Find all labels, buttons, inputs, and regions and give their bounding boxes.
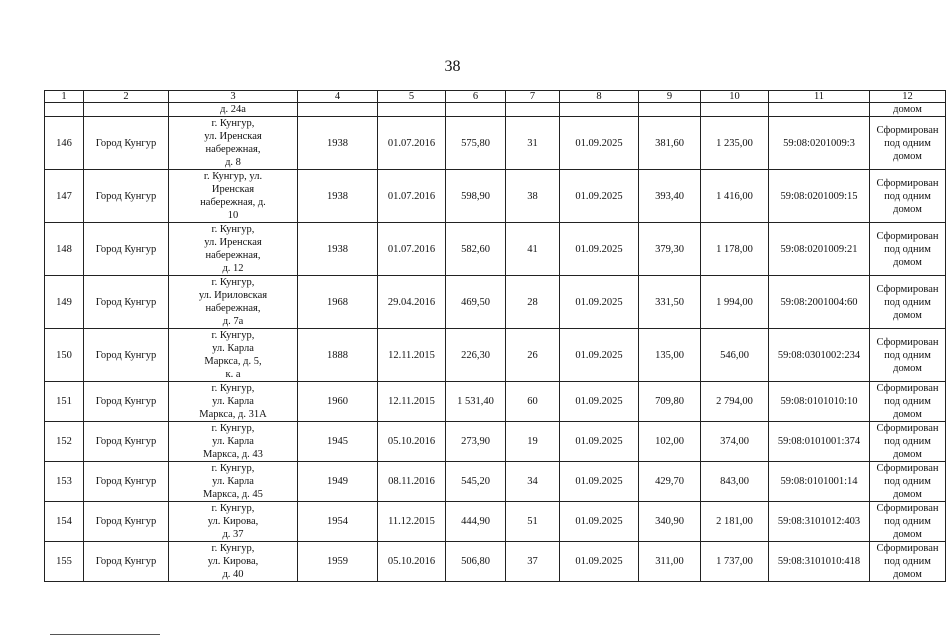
address-cell: г. Кунгур, ул. Кирова, д. 40 xyxy=(169,542,298,582)
living-area-cell: 340,90 xyxy=(639,502,701,542)
carry-cell xyxy=(639,103,701,117)
residents-count-cell: 38 xyxy=(506,170,560,223)
cost-value-cell: 843,00 xyxy=(701,462,769,502)
cadastral-number-cell: 59:08:0101001:374 xyxy=(769,422,870,462)
date-start-cell: 11.12.2015 xyxy=(378,502,446,542)
residents-count-cell: 60 xyxy=(506,382,560,422)
total-area-cell: 273,90 xyxy=(446,422,506,462)
date-start-cell: 12.11.2015 xyxy=(378,382,446,422)
row-number-cell: 149 xyxy=(45,276,84,329)
residents-count-cell: 31 xyxy=(506,117,560,170)
year-built-cell: 1960 xyxy=(298,382,378,422)
status-cell: Сформирован под одним домом xyxy=(870,422,946,462)
cadastral-number-cell: 59:08:0201009:21 xyxy=(769,223,870,276)
total-area-cell: 444,90 xyxy=(446,502,506,542)
column-number: 9 xyxy=(639,91,701,103)
year-built-cell: 1888 xyxy=(298,329,378,382)
carry-address: д. 24а xyxy=(169,103,298,117)
date-start-cell: 01.07.2016 xyxy=(378,117,446,170)
table-row xyxy=(45,223,946,276)
city-name-cell: Город Кунгур xyxy=(84,329,169,382)
date-start-cell: 12.11.2015 xyxy=(378,329,446,382)
status-cell: Сформирован под одним домом xyxy=(870,542,946,582)
column-number: 8 xyxy=(560,91,639,103)
row-number-cell: 152 xyxy=(45,422,84,462)
date-start-cell: 29.04.2016 xyxy=(378,276,446,329)
date-planned-cell: 01.09.2025 xyxy=(560,329,639,382)
total-area-cell: 469,50 xyxy=(446,276,506,329)
row-number-cell: 146 xyxy=(45,117,84,170)
residents-count-cell: 26 xyxy=(506,329,560,382)
status-cell: Сформирован под одним домом xyxy=(870,117,946,170)
city-name-cell: Город Кунгур xyxy=(84,422,169,462)
date-planned-cell: 01.09.2025 xyxy=(560,170,639,223)
total-area-cell: 1 531,40 xyxy=(446,382,506,422)
total-area-cell: 226,30 xyxy=(446,329,506,382)
cadastral-number-cell: 59:08:2001004:60 xyxy=(769,276,870,329)
address-cell: г. Кунгур, ул. Иренская набережная, д. 10 xyxy=(169,170,298,223)
cost-value-cell: 2 794,00 xyxy=(701,382,769,422)
city-name-cell: Город Кунгур xyxy=(84,462,169,502)
residents-count-cell: 41 xyxy=(506,223,560,276)
row-number-cell: 147 xyxy=(45,170,84,223)
date-planned-cell: 01.09.2025 xyxy=(560,117,639,170)
cost-value-cell: 1 178,00 xyxy=(701,223,769,276)
living-area-cell: 311,00 xyxy=(639,542,701,582)
residents-count-cell: 37 xyxy=(506,542,560,582)
total-area-cell: 582,60 xyxy=(446,223,506,276)
city-name-cell: Город Кунгур xyxy=(84,542,169,582)
row-number-cell: 151 xyxy=(45,382,84,422)
column-number: 3 xyxy=(169,91,298,103)
table-row xyxy=(45,117,946,170)
status-cell: Сформирован под одним домом xyxy=(870,223,946,276)
carry-cell xyxy=(560,103,639,117)
total-area-cell: 575,80 xyxy=(446,117,506,170)
residents-count-cell: 19 xyxy=(506,422,560,462)
year-built-cell: 1938 xyxy=(298,117,378,170)
carry-cell xyxy=(769,103,870,117)
column-number-row xyxy=(45,91,946,103)
year-built-cell: 1959 xyxy=(298,542,378,582)
table-row xyxy=(45,170,946,223)
carry-cell xyxy=(45,103,84,117)
address-cell: г. Кунгур, ул. Иренская набережная, д. 8 xyxy=(169,117,298,170)
date-start-cell: 08.11.2016 xyxy=(378,462,446,502)
cost-value-cell: 2 181,00 xyxy=(701,502,769,542)
cadastral-number-cell: 59:08:0101001:14 xyxy=(769,462,870,502)
status-cell: Сформирован под одним домом xyxy=(870,170,946,223)
year-built-cell: 1949 xyxy=(298,462,378,502)
total-area-cell: 545,20 xyxy=(446,462,506,502)
date-planned-cell: 01.09.2025 xyxy=(560,276,639,329)
column-number: 7 xyxy=(506,91,560,103)
row-number-cell: 153 xyxy=(45,462,84,502)
column-number: 11 xyxy=(769,91,870,103)
status-cell: Сформирован под одним домом xyxy=(870,382,946,422)
date-start-cell: 05.10.2016 xyxy=(378,422,446,462)
address-cell: г. Кунгур, ул. Кирова, д. 37 xyxy=(169,502,298,542)
residents-count-cell: 34 xyxy=(506,462,560,502)
table-row xyxy=(45,462,946,502)
column-number: 6 xyxy=(446,91,506,103)
row-number-cell: 154 xyxy=(45,502,84,542)
cadastral-number-cell: 59:08:3101012:403 xyxy=(769,502,870,542)
city-name-cell: Город Кунгур xyxy=(84,276,169,329)
table-row xyxy=(45,329,946,382)
city-name-cell: Город Кунгур xyxy=(84,502,169,542)
carry-over-row xyxy=(45,103,946,117)
column-number: 12 xyxy=(870,91,946,103)
row-number-cell: 155 xyxy=(45,542,84,582)
cadastral-number-cell: 59:08:3101010:418 xyxy=(769,542,870,582)
living-area-cell: 709,80 xyxy=(639,382,701,422)
residents-count-cell: 51 xyxy=(506,502,560,542)
city-name-cell: Город Кунгур xyxy=(84,117,169,170)
date-start-cell: 05.10.2016 xyxy=(378,542,446,582)
cost-value-cell: 1 416,00 xyxy=(701,170,769,223)
cadastral-number-cell: 59:08:0201009:3 xyxy=(769,117,870,170)
row-number-cell: 150 xyxy=(45,329,84,382)
year-built-cell: 1954 xyxy=(298,502,378,542)
status-cell: Сформирован под одним домом xyxy=(870,329,946,382)
carry-cell xyxy=(378,103,446,117)
date-planned-cell: 01.09.2025 xyxy=(560,382,639,422)
year-built-cell: 1938 xyxy=(298,170,378,223)
date-planned-cell: 01.09.2025 xyxy=(560,422,639,462)
column-number: 5 xyxy=(378,91,446,103)
date-planned-cell: 01.09.2025 xyxy=(560,542,639,582)
status-cell: Сформирован под одним домом xyxy=(870,502,946,542)
living-area-cell: 429,70 xyxy=(639,462,701,502)
year-built-cell: 1968 xyxy=(298,276,378,329)
address-cell: г. Кунгур, ул. Иренская набережная, д. 12 xyxy=(169,223,298,276)
carry-cell xyxy=(506,103,560,117)
cost-value-cell: 1 737,00 xyxy=(701,542,769,582)
address-cell: г. Кунгур, ул. Карла Маркса, д. 5, к. а xyxy=(169,329,298,382)
living-area-cell: 393,40 xyxy=(639,170,701,223)
cadastral-number-cell: 59:08:0201009:15 xyxy=(769,170,870,223)
carry-cell xyxy=(84,103,169,117)
carry-cell xyxy=(298,103,378,117)
date-planned-cell: 01.09.2025 xyxy=(560,462,639,502)
total-area-cell: 506,80 xyxy=(446,542,506,582)
column-number: 4 xyxy=(298,91,378,103)
address-cell: г. Кунгур, ул. Карла Маркса, д. 31А xyxy=(169,382,298,422)
table-row xyxy=(45,422,946,462)
cost-value-cell: 1 994,00 xyxy=(701,276,769,329)
total-area-cell: 598,90 xyxy=(446,170,506,223)
cost-value-cell: 546,00 xyxy=(701,329,769,382)
cost-value-cell: 374,00 xyxy=(701,422,769,462)
table-row xyxy=(45,382,946,422)
living-area-cell: 331,50 xyxy=(639,276,701,329)
column-number: 1 xyxy=(45,91,84,103)
address-cell: г. Кунгур, ул. Карла Маркса, д. 45 xyxy=(169,462,298,502)
cost-value-cell: 1 235,00 xyxy=(701,117,769,170)
table-row xyxy=(45,502,946,542)
living-area-cell: 102,00 xyxy=(639,422,701,462)
address-cell: г. Кунгур, ул. Карла Маркса, д. 43 xyxy=(169,422,298,462)
address-cell: г. Кунгур, ул. Ириловская набережная, д. 7а xyxy=(169,276,298,329)
date-start-cell: 01.07.2016 xyxy=(378,170,446,223)
living-area-cell: 379,30 xyxy=(639,223,701,276)
housing-registry-table xyxy=(44,90,946,582)
column-number: 10 xyxy=(701,91,769,103)
column-number: 2 xyxy=(84,91,169,103)
living-area-cell: 381,60 xyxy=(639,117,701,170)
status-cell: Сформирован под одним домом xyxy=(870,462,946,502)
date-planned-cell: 01.09.2025 xyxy=(560,502,639,542)
carry-cell xyxy=(446,103,506,117)
cadastral-number-cell: 59:08:0301002:234 xyxy=(769,329,870,382)
table-body xyxy=(45,91,946,582)
date-start-cell: 01.07.2016 xyxy=(378,223,446,276)
carry-status: домом xyxy=(870,103,946,117)
row-number-cell: 148 xyxy=(45,223,84,276)
date-planned-cell: 01.09.2025 xyxy=(560,223,639,276)
carry-cell xyxy=(701,103,769,117)
living-area-cell: 135,00 xyxy=(639,329,701,382)
residents-count-cell: 28 xyxy=(506,276,560,329)
status-cell: Сформирован под одним домом xyxy=(870,276,946,329)
city-name-cell: Город Кунгур xyxy=(84,170,169,223)
page-number: 38 xyxy=(444,58,461,75)
city-name-cell: Город Кунгур xyxy=(84,223,169,276)
footnote-rule xyxy=(50,634,160,635)
table-row xyxy=(45,276,946,329)
table-row xyxy=(45,542,946,582)
year-built-cell: 1938 xyxy=(298,223,378,276)
city-name-cell: Город Кунгур xyxy=(84,382,169,422)
cadastral-number-cell: 59:08:0101010:10 xyxy=(769,382,870,422)
year-built-cell: 1945 xyxy=(298,422,378,462)
